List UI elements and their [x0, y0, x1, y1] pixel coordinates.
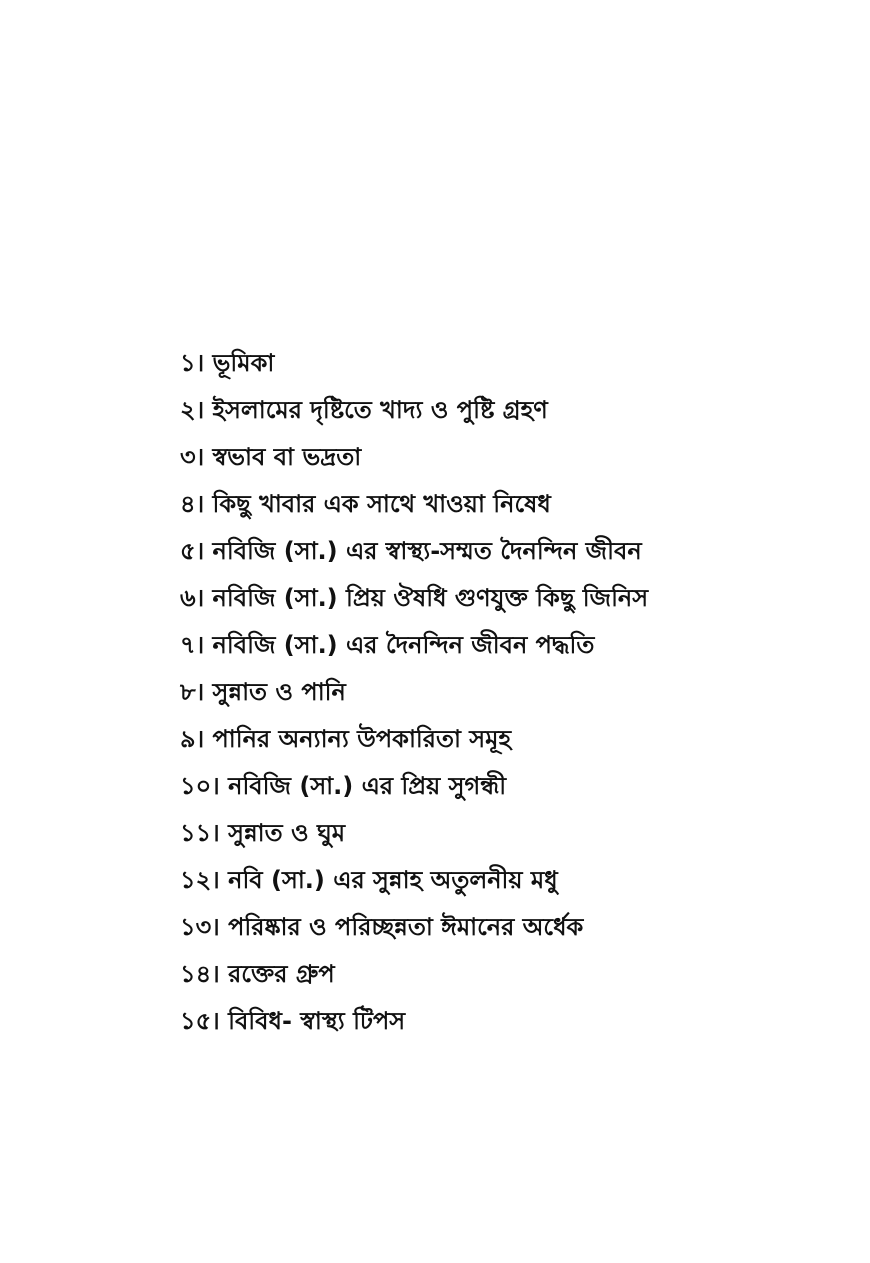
- toc-item-12: ১২। নবি (সা.) এর সুন্নাহ অতুলনীয় মধু: [180, 866, 558, 894]
- toc-item-3: ৩। স্বভাব বা ভদ্রতা: [180, 443, 362, 471]
- toc-item-4: ৪। কিছু খাবার এক সাথে খাওয়া নিষেধ: [180, 490, 551, 518]
- toc-item-14: ১৪। রক্তের গ্রুপ: [180, 960, 335, 988]
- toc-item-1: ১। ভূমিকা: [180, 349, 275, 377]
- toc-item-2: ২। ইসলামের দৃষ্টিতে খাদ্য ও পুষ্টি গ্রহণ: [180, 396, 548, 424]
- toc-item-13: ১৩। পরিষ্কার ও পরিচ্ছন্নতা ঈমানের অর্ধেক: [180, 913, 584, 941]
- toc-item-10: ১০। নবিজি (সা.) এর প্রিয় সুগন্ধী: [180, 772, 507, 800]
- toc-item-5: ৫। নবিজি (সা.) এর স্বাস্থ্য-সম্মত দৈনন্দিন জীবন: [180, 537, 642, 565]
- toc-item-15: ১৫। বিবিধ- স্বাস্থ্য টিপস: [180, 1007, 406, 1035]
- toc-item-11: ১১। সুন্নাত ও ঘুম: [180, 819, 346, 847]
- toc-item-9: ৯। পানির অন্যান্য উপকারিতা সমূহ: [180, 725, 512, 753]
- toc-item-7: ৭। নবিজি (সা.) এর দৈনন্দিন জীবন পদ্ধতি: [180, 631, 595, 659]
- toc-item-6: ৬। নবিজি (সা.) প্রিয় ঔষধি গুণযুক্ত কিছু জিনিস: [180, 584, 649, 612]
- toc-item-8: ৮। সুন্নাত ও পানি: [180, 678, 346, 706]
- table-of-contents: [180, 340, 840, 1045]
